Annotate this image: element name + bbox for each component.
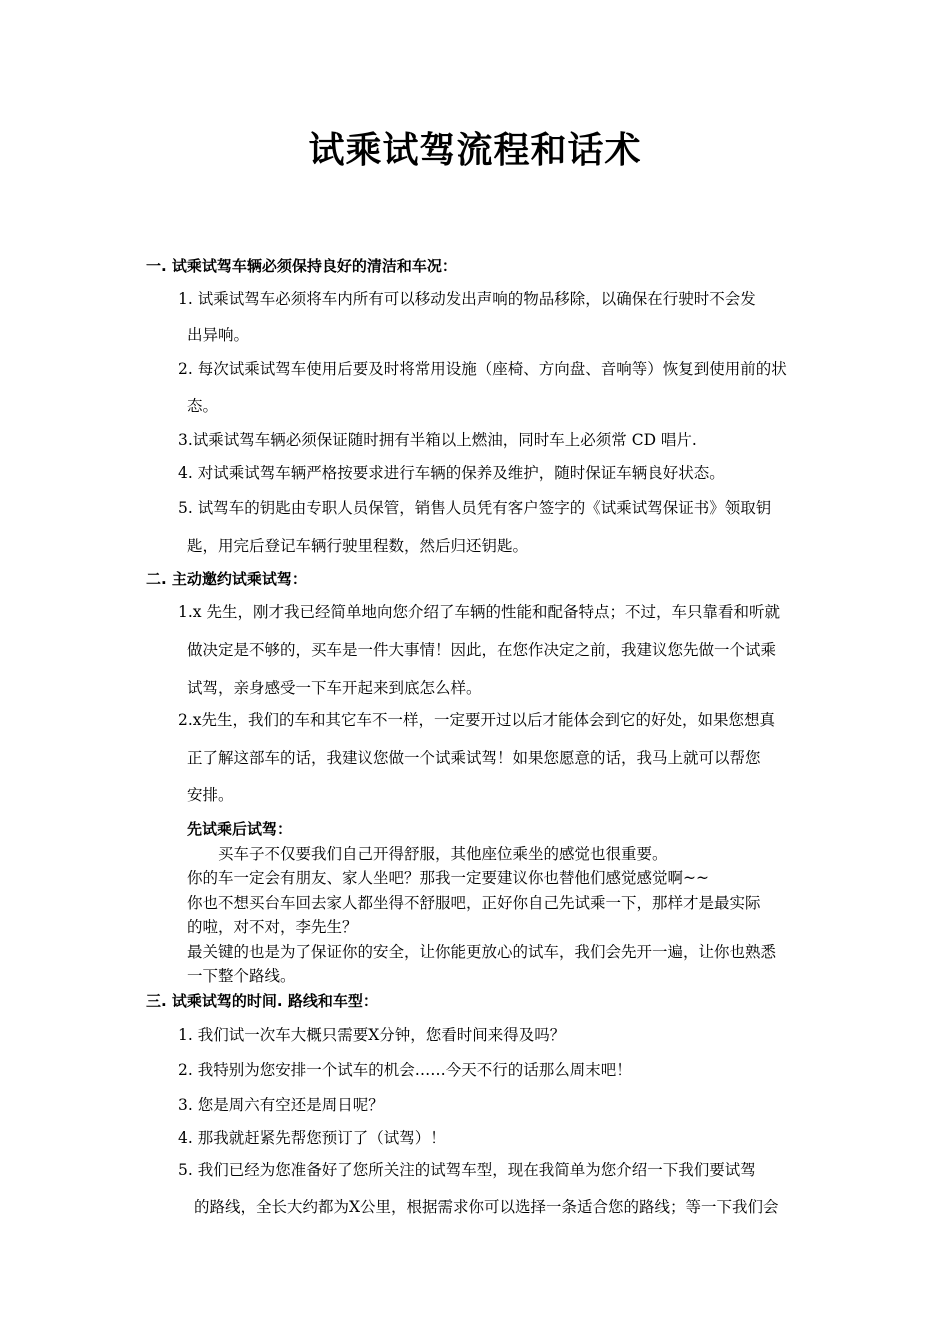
para-line-6: 一下整个路线。: [187, 967, 296, 985]
s1-item2-line1: 2. 每次试乘试驾车使用后要及时将常用设施（座椅、方向盘、音响等）恢复到使用前的状: [178, 360, 787, 378]
s2-item2-line1: 2.x先生，我们的车和其它车不一样，一定要开过以后才能体会到它的好处，如果您想真: [178, 711, 776, 729]
s2-item1-line2: 做决定是不够的，买车是一件大事情！因此，在您作决定之前，我建议您先做一个试乘: [187, 641, 777, 659]
s2-item2-line2: 正了解这部车的话，我建议您做一个试乘试驾！如果您愿意的话，我马上就可以帮您: [187, 749, 761, 767]
s3-item5-line1: 5. 我们已经为您准备好了您所关注的试驾车型，现在我简单为您介绍一下我们要试驾: [178, 1161, 756, 1179]
s3-item5-line2: 的路线，全长大约都为X公里，根据需求你可以选择一条适合您的路线；等一下我们会: [194, 1198, 779, 1216]
para-line-4: 的啦，对不对，李先生？: [187, 918, 358, 936]
s1-item2-line2: 态。: [187, 397, 219, 415]
para-line-1: 买车子不仅要我们自己开得舒服，其他座位乘坐的感觉也很重要。: [218, 845, 668, 863]
s3-item4: 4. 那我就赶紧先帮您预订了（试驾）！: [178, 1129, 446, 1147]
s1-item3: 3.试乘试驾车辆必须保证随时拥有半箱以上燃油，同时车上必须常 CD 唱片.: [178, 431, 697, 449]
s3-item2: 2. 我特别为您安排一个试车的机会……今天不行的话那么周末吧！: [178, 1061, 632, 1079]
s1-item1-line1: 1. 试乘试驾车必须将车内所有可以移动发出声响的物品移除，以确保在行驶时不会发: [178, 290, 756, 308]
s2-item1-line1: 1.x 先生，刚才我已经简单地向您介绍了车辆的性能和配备特点；不过，车只靠看和听就: [178, 603, 780, 621]
document-title: 试乘试驾流程和话术: [308, 130, 642, 171]
para-line-2: 你的车一定会有朋友、家人坐吧？那我一定要建议你也替他们感觉感觉啊~~: [187, 869, 709, 887]
section-heading-3: 三. 试乘试驾的时间. 路线和车型：: [146, 992, 378, 1010]
s1-item4: 4. 对试乘试驾车辆严格按要求进行车辆的保养及维护，随时保证车辆良好状态。: [178, 464, 725, 482]
section-heading-1: 一. 试乘试驾车辆必须保持良好的清洁和车况：: [146, 257, 457, 275]
s3-item3: 3. 您是周六有空还是周日呢？: [178, 1096, 384, 1114]
s3-item1: 1. 我们试一次车大概只需要X分钟，您看时间来得及吗？: [178, 1026, 566, 1044]
s2-item2-line3: 安排。: [187, 786, 234, 804]
para-line-3: 你也不想买台车回去家人都坐得不舒服吧，正好你自己先试乘一下，那样才是最实际: [187, 894, 761, 912]
para-line-5: 最关键的也是为了保证你的安全，让你能更放心的试车，我们会先开一遍，让你也熟悉: [187, 943, 777, 961]
s1-item5-line2: 匙，用完后登记车辆行驶里程数，然后归还钥匙。: [187, 537, 529, 555]
s1-item1-line2: 出异响。: [187, 326, 250, 344]
s2-item1-line3: 试驾，亲身感受一下车开起来到底怎么样。: [187, 679, 482, 697]
section-heading-2: 二. 主动邀约试乘试驾：: [146, 570, 307, 588]
subheading-ride-first: 先试乘后试驾：: [187, 820, 293, 838]
s1-item5-line1: 5. 试驾车的钥匙由专职人员保管，销售人员凭有客户签字的《试乘试驾保证书》领取钥: [178, 499, 772, 517]
